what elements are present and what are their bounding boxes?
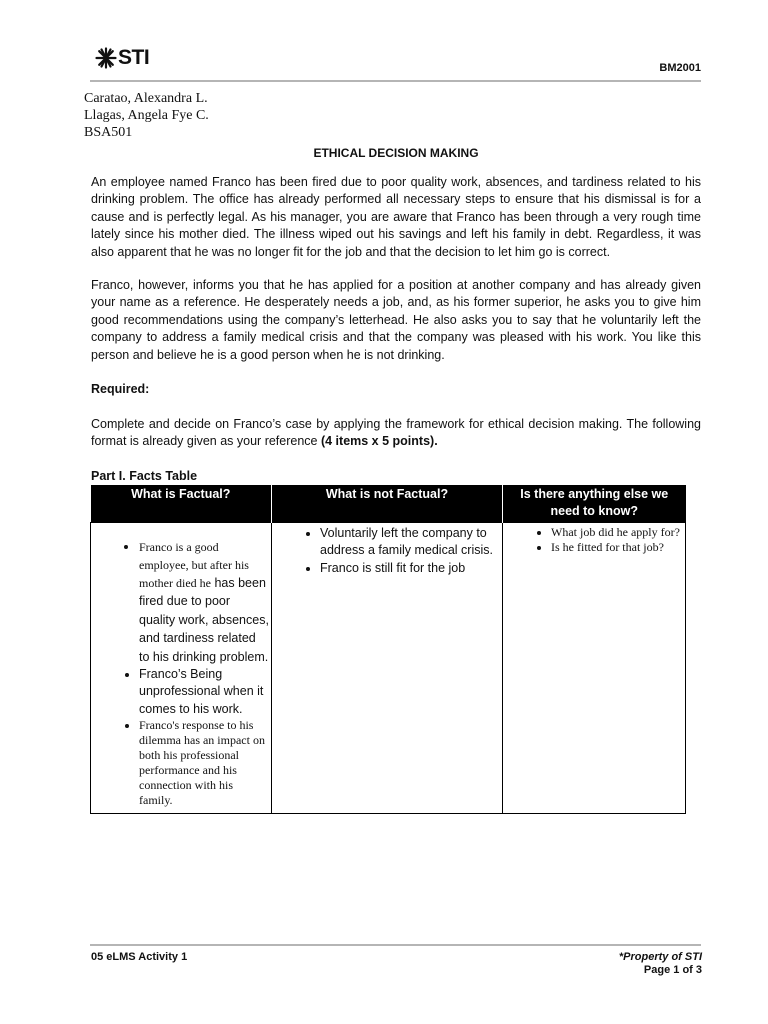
list-item: • Voluntarily left the company to address a family medical crisis. (320, 525, 500, 560)
footer-property: *Property of STI (618, 951, 702, 963)
header-not-factual: What is not Factual? (272, 485, 503, 523)
list-item: • Franco's response to his dilemma has an impact on both his professional performance and his connection with his family. (139, 718, 269, 808)
header-need-to-know: Is there anything else we need to know? (503, 485, 686, 523)
not-factual-cell (272, 523, 503, 814)
author-line: Llagas, Angela Fye C. (84, 108, 209, 123)
part-heading: Part I. Facts Table (91, 469, 198, 483)
case-paragraph-2: Franco, however, informs you that he has applied for a position at another company and has already given your name as a reference. He desperately needs a job, and, as his former superior, he asks you to give him good recommendations using the company’s letterhead. He also asks you to say that he voluntarily left the company to address a family medical crisis and that the company was pleased with his work. You like this person and believe he is a good person when he is not drinking. (91, 278, 701, 362)
footer-right (619, 951, 702, 977)
case-paragraph-1: An employee named Franco has been fired due to poor quality work, absences, and tardiness related to his drinking problem. The office has already performed all necessary steps to ensure that his dismissal is for a cause and is perfectly legal. As his manager, you are aware that Franco has been through a very rough time lately since his mother died. The illness wiped out his savings and left his family in debt. Regardless, it was also apparent that he was no longer fit for the job and that the decision to let him go is correct. (91, 175, 701, 259)
fact-1-part-a: Franco is a good employee, but after his mother died he (139, 540, 249, 590)
header-divider (90, 80, 701, 82)
list-item: • Franco’s Being unprofessional when it comes to his work. (139, 666, 269, 718)
document-code: BM2001 (659, 62, 701, 74)
sti-globe-icon (95, 47, 117, 69)
facts-table (90, 485, 686, 814)
footer-divider (90, 944, 701, 946)
need-to-know-cell (503, 523, 686, 814)
instructions-paragraph (91, 416, 701, 451)
footer-page-number: Page 1 of 3 (643, 964, 702, 976)
footer-activity: 05 eLMS Activity 1 (91, 951, 188, 963)
instructions-text: Complete and decide on Franco’s case by applying the framework for ethical decision making. The following format is already given as your reference (91, 417, 701, 449)
factual-cell (91, 523, 272, 814)
header-factual: What is Factual? (91, 485, 272, 523)
fact-1-part-b: has been fired due to poor quality work, absences, and tardiness related to his drinking problem. (139, 576, 269, 664)
list-item: • Is he fitted for that job? (551, 540, 683, 555)
points-note: (4 items x 5 points). (320, 434, 438, 449)
list-item: • Franco is still fit for the job (320, 560, 500, 577)
author-block (84, 90, 209, 141)
logo-wordmark: STI (118, 46, 150, 69)
required-heading: Required: (91, 382, 150, 396)
section-line: BSA501 (84, 125, 133, 140)
sti-logo (95, 47, 149, 69)
list-item: • What job did he apply for? (551, 525, 683, 540)
document-title: ETHICAL DECISION MAKING (313, 146, 479, 160)
list-item (139, 538, 269, 666)
author-line: Caratao, Alexandra L. (84, 91, 208, 106)
